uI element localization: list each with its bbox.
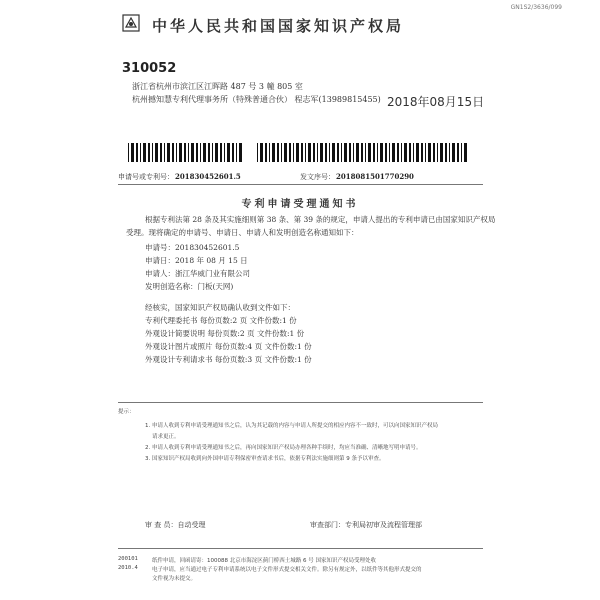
footer-text: 电子申请，应当通过电子专利申请系统以电子文件形式提交相关文件。除另有规定外，以纸件等其他形式提交的 bbox=[152, 567, 422, 573]
barcode-bar bbox=[176, 143, 177, 162]
detail-value: 201830452601.5 bbox=[175, 243, 240, 252]
footer-text: 文件视为未提交。 bbox=[152, 576, 197, 582]
intro-line: 根据专利法第 28 条及其实施细则第 38 条、第 39 条的规定，申请人提出的专利申请已由国家知识产权局 bbox=[145, 215, 496, 224]
detail-label: 申请日： bbox=[145, 256, 175, 265]
barcode-bar bbox=[136, 143, 138, 162]
barcode-bar bbox=[152, 143, 153, 162]
barcode-bar bbox=[172, 143, 174, 162]
barcode-bar bbox=[203, 143, 206, 162]
barcode-bar bbox=[184, 143, 186, 162]
detail-label: 发明创造名称： bbox=[145, 282, 198, 291]
detail-applicant bbox=[145, 268, 250, 279]
barcode-bar bbox=[380, 143, 383, 162]
barcode-bar bbox=[413, 143, 414, 162]
received-file-line: 外观设计图片或照片 每份页数:4 页 文件份数:1 份 bbox=[145, 342, 312, 351]
tip-line: 请求更正。 bbox=[152, 434, 180, 440]
barcode-bar bbox=[215, 143, 218, 162]
intro-line: 受理。现将确定的申请号、申请日、申请人和发明创造名称通知如下： bbox=[126, 228, 359, 237]
barcode-bar bbox=[349, 143, 351, 162]
footer-text: 纸件申请，回函请寄：100088 北京市海淀区蓟门桥西土城路 6 号 国家知识产权局受理处收 bbox=[152, 558, 376, 564]
barcode-bar bbox=[155, 143, 158, 162]
barcode-bar bbox=[373, 143, 375, 162]
barcode-bar bbox=[428, 143, 431, 162]
tip-line: 1. 申请人收到专利申请受理通知书之后，认为其记载的内容与申请人所提交的相应内容不一致时，可以向国家知识产权局 bbox=[145, 423, 438, 429]
footer-code: 2010.4 bbox=[118, 565, 138, 571]
detail-label: 申请人： bbox=[145, 269, 175, 278]
barcode-bar bbox=[164, 143, 165, 162]
barcode-bar bbox=[284, 143, 287, 162]
barcode-bar bbox=[239, 143, 242, 162]
barcode-bar bbox=[457, 143, 459, 162]
barcode-bar bbox=[269, 143, 270, 162]
detail-value: 2018 年 08 月 15 日 bbox=[175, 256, 248, 265]
barcode-bar bbox=[208, 143, 210, 162]
tip-line: 2. 申请人收到专利申请受理通知书之后，再向国家知识产权局办理各种手续时，均应当准确、清晰地写明申请号。 bbox=[145, 445, 422, 451]
barcode-bar bbox=[461, 143, 462, 162]
barcode-bar bbox=[257, 143, 258, 162]
office-title: 中华人民共和国国家知识产权局 bbox=[152, 17, 405, 35]
barcode-bar bbox=[389, 143, 390, 162]
barcode-bar bbox=[385, 143, 387, 162]
barcode-bar bbox=[128, 143, 129, 162]
detail-value: 门板(天网) bbox=[197, 282, 234, 291]
barcode-bar bbox=[401, 143, 402, 162]
barcode-bar bbox=[179, 143, 182, 162]
barcode-bar bbox=[272, 143, 275, 162]
barcode-bar bbox=[140, 143, 141, 162]
barcode-bar bbox=[232, 143, 234, 162]
reviewer: 审 查 员：自动受理 bbox=[145, 521, 206, 529]
detail-label: 申请号： bbox=[145, 243, 175, 252]
detail-application-number bbox=[145, 242, 239, 253]
recipient-address: 浙江省杭州市滨江区江晖路 487 号 3 幢 805 室 bbox=[132, 82, 303, 91]
barcode-bar bbox=[344, 143, 347, 162]
check-title: 经核实，国家知识产权局确认收到文件如下： bbox=[145, 303, 295, 312]
received-file-line: 外观设计专利请求书 每份页数:3 页 文件份数:1 份 bbox=[145, 355, 312, 364]
barcode-bar bbox=[392, 143, 395, 162]
barcode-bar bbox=[293, 143, 294, 162]
barcode-bar bbox=[409, 143, 411, 162]
barcode-bar bbox=[143, 143, 146, 162]
barcode-bar bbox=[313, 143, 315, 162]
tip-line: 3. 国家知识产权局收到向外国申请专利保密审查请求书后，依据专利法实施细则第 9 条予以审查。 bbox=[145, 456, 385, 462]
issue-number-label: 发文序号： bbox=[300, 173, 335, 181]
received-file-line: 专利代理委托书 每份页数:2 页 文件份数:1 份 bbox=[145, 316, 297, 325]
barcode-bar bbox=[365, 143, 366, 162]
barcode-bar bbox=[325, 143, 327, 162]
barcode-bar bbox=[329, 143, 330, 162]
barcode-bar bbox=[305, 143, 306, 162]
divider-footer bbox=[118, 548, 483, 549]
barcode-bar bbox=[196, 143, 198, 162]
recipient-agency: 杭州撼知慧专利代理事务所（特殊普通合伙） 程志军(13989815455) bbox=[132, 95, 381, 104]
notice-title: 专利申请受理通知书 bbox=[241, 199, 359, 210]
barcode-bar bbox=[445, 143, 447, 162]
barcode-bar bbox=[452, 143, 455, 162]
review-department: 审查部门：专利局初审及流程管理部 bbox=[310, 521, 422, 529]
barcode-bar bbox=[464, 143, 467, 162]
barcode-bar bbox=[397, 143, 399, 162]
barcode-bar bbox=[131, 143, 134, 162]
application-number-field bbox=[118, 172, 241, 182]
barcode-bar bbox=[332, 143, 335, 162]
barcode-bar bbox=[356, 143, 359, 162]
barcode-bar bbox=[449, 143, 450, 162]
barcode-bar bbox=[191, 143, 194, 162]
barcode-bar bbox=[404, 143, 407, 162]
barcode-bar bbox=[425, 143, 426, 162]
issue-barcode bbox=[257, 143, 467, 162]
barcode-bar bbox=[277, 143, 279, 162]
barcode-bar bbox=[361, 143, 363, 162]
barcode-bar bbox=[148, 143, 150, 162]
barcode-bar bbox=[416, 143, 419, 162]
barcode-bar bbox=[224, 143, 225, 162]
date-stamp: 2018年08月15日 bbox=[387, 95, 485, 109]
barcode-bar bbox=[308, 143, 311, 162]
barcode-bar bbox=[281, 143, 282, 162]
divider-tips bbox=[118, 402, 483, 403]
barcode-bar bbox=[421, 143, 423, 162]
detail-invention-title bbox=[145, 281, 233, 292]
tips-label: 提示： bbox=[118, 409, 135, 415]
barcode-bar bbox=[341, 143, 342, 162]
barcode-bar bbox=[296, 143, 299, 162]
document-code: GN1S2/3636/099 bbox=[510, 4, 562, 11]
barcode-bar bbox=[337, 143, 339, 162]
barcode-bar bbox=[212, 143, 213, 162]
barcode-bar bbox=[301, 143, 303, 162]
barcode-bar bbox=[433, 143, 435, 162]
barcode-bar bbox=[317, 143, 318, 162]
barcode-bar bbox=[260, 143, 263, 162]
barcode-bar bbox=[167, 143, 170, 162]
barcode-bar bbox=[437, 143, 438, 162]
barcode-bar bbox=[353, 143, 354, 162]
application-number-value: 201830452601.5 bbox=[175, 172, 241, 181]
footer-code: 200101 bbox=[118, 556, 138, 562]
barcode-bar bbox=[440, 143, 443, 162]
barcode-bar bbox=[227, 143, 230, 162]
barcode-bar bbox=[200, 143, 201, 162]
issue-number-field bbox=[300, 172, 414, 182]
barcode-bar bbox=[236, 143, 237, 162]
divider-top bbox=[118, 184, 483, 185]
barcode-bar bbox=[188, 143, 189, 162]
barcode-bar bbox=[160, 143, 162, 162]
detail-value: 浙江华威门业有限公司 bbox=[175, 269, 250, 278]
barcode-bar bbox=[320, 143, 323, 162]
barcode-bar bbox=[368, 143, 371, 162]
barcode-bar bbox=[220, 143, 222, 162]
application-barcode bbox=[128, 143, 246, 162]
postal-code: 310052 bbox=[122, 61, 177, 76]
barcode-bar bbox=[377, 143, 378, 162]
detail-filing-date bbox=[145, 255, 248, 266]
application-number-label: 申请号或专利号： bbox=[118, 173, 174, 181]
barcode-bar bbox=[289, 143, 291, 162]
cnipa-emblem-icon bbox=[122, 14, 140, 32]
issue-number-value: 2018081501770290 bbox=[336, 172, 414, 181]
barcode-bar bbox=[265, 143, 267, 162]
received-file-line: 外观设计简要说明 每份页数:2 页 文件份数:1 份 bbox=[145, 329, 305, 338]
